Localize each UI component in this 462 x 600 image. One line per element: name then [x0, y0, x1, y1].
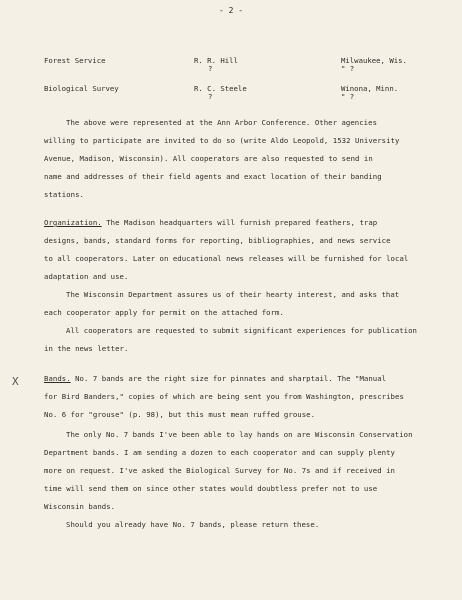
paragraph-line: The only No. 7 bands I've been able to lay hands on are Wisconsin Conservation [66, 430, 413, 439]
organization-paragraph [44, 218, 377, 227]
cooperator-place-note: " ? [341, 92, 355, 101]
paragraph-line: for Bird Banders," copies of which are being sent you from Washington, prescribes [44, 392, 404, 401]
bands-heading: Bands. [44, 374, 71, 383]
paragraph-line: in the news letter. [44, 344, 129, 353]
paragraph-line: The Madison headquarters will furnish prepared feathers, trap [101, 218, 378, 227]
cooperator-org: Forest Service [44, 56, 106, 65]
cooperator-person: R. R. Hill [194, 56, 238, 65]
cooperator-org: Biological Survey [44, 84, 119, 93]
paragraph-line: All cooperators are requested to submit significant experiences for publication [66, 326, 418, 335]
paragraph-line: Should you already have No. 7 bands, please return these. [66, 520, 320, 529]
paragraph-line: each cooperator apply for permit on the attached form. [44, 308, 284, 317]
paragraph-line: No. 6 for "grouse" (p. 98), but this must mean ruffed grouse. [44, 410, 316, 419]
margin-mark: X [12, 375, 19, 388]
cooperator-place: Milwaukee, Wis. [341, 56, 407, 65]
paragraph-line: designs, bands, standard forms for reporting, bibliographies, and news service [44, 236, 391, 245]
paragraph-line: to all cooperators. Later on educational news releases will be furnished for local [44, 254, 409, 263]
organization-heading: Organization. [44, 218, 102, 227]
paragraph-line: time will send them on since other states would doubtless prefer not to use [44, 484, 378, 493]
paragraph-line: The Wisconsin Department assures us of their hearty interest, and asks that [66, 290, 400, 299]
page-number: - 2 - [218, 6, 244, 15]
cooperator-person: R. C. Steele [194, 84, 247, 93]
paragraph-line: adaptation and use. [44, 272, 129, 281]
cooperator-place-note: " ? [341, 64, 355, 73]
paragraph-line: No. 7 bands are the right size for pinnates and sharptail. The "Manual [70, 374, 387, 383]
paragraph-line: Department bands. I am sending a dozen to each cooperator and can supply plenty [44, 448, 396, 457]
cooperator-person-note: ? [208, 92, 213, 101]
paragraph-line: stations. [44, 190, 84, 199]
paragraph-line: The above were represented at the Ann Arbor Conference. Other agencies [66, 118, 378, 127]
paragraph-line: name and addresses of their field agents and exact location of their banding [44, 172, 382, 181]
bands-paragraph [44, 374, 386, 383]
cooperator-person-note: ? [208, 64, 213, 73]
paragraph-line: Avenue, Madison, Wisconsin). All cooperators are also requested to send in [44, 154, 373, 163]
paragraph-line: willing to participate are invited to do so (write Aldo Leopold, 1532 University [44, 136, 400, 145]
paragraph-line: Wisconsin bands. [44, 502, 116, 511]
cooperator-place: Winona, Minn. [341, 84, 399, 93]
paragraph-line: more on request. I've asked the Biological Survey for No. 7s and if received in [44, 466, 396, 475]
